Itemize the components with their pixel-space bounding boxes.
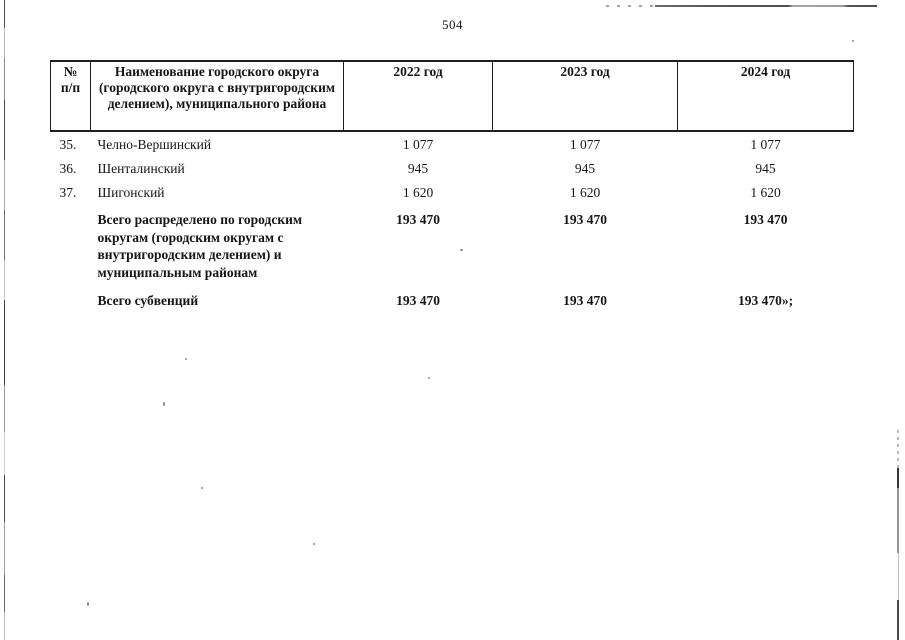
row-value-2022: 1 620 [402,185,434,200]
page-number: 504 [442,17,463,32]
row-value-2022: 193 470 [396,293,440,308]
scan-artifact-left-edge [4,0,6,640]
scan-noise-dot [313,543,315,545]
table-row-total-distributed [51,204,854,285]
scan-noise-dot [428,377,430,379]
row-value-2023: 193 470 [563,212,607,227]
row-number: 35. [59,137,77,152]
header-cell-2022: 2022 год [344,61,493,131]
table-header-row [51,61,854,131]
row-name: Всего субвенций [97,293,199,308]
row-value-2024: 1 077 [750,137,781,152]
scan-artifact-right-edge [897,430,899,468]
scan-artifact-top-right-dashes [606,5,654,7]
header-cell-2024: 2024 год [678,61,854,131]
table-row [51,180,854,204]
row-value-2024: 193 470»; [737,293,794,308]
scan-artifact-right-edge [897,600,899,640]
scan-artifact-top-right-line [655,5,877,7]
header-cell-name: Наименование городского округа (городского округа с внутригородским делением), муниципального района [91,61,344,131]
row-value-2022: 193 470 [396,212,440,227]
row-value-2024: 1 620 [750,185,781,200]
row-name: Шигонский [97,185,165,200]
scan-noise-dot [163,402,165,406]
scan-artifact-right-edge [898,553,900,600]
header-cell-num: № п/п [51,61,91,131]
scan-noise-dot [201,487,203,489]
table-row-total-subventions [51,285,854,314]
scan-noise-dot [852,40,854,42]
row-value-2022: 945 [407,161,429,176]
table-row [51,156,854,180]
row-number: 36. [59,161,77,176]
row-number: 37. [59,185,77,200]
scan-noise-dot [87,602,89,606]
table-row [51,131,854,156]
row-value-2022: 1 077 [402,137,434,152]
header-cell-2023: 2023 год [493,61,678,131]
row-value-2024: 945 [755,161,776,176]
row-value-2023: 193 470 [563,293,607,308]
scan-noise-dot [185,358,187,360]
subventions-table [50,60,854,314]
row-value-2023: 945 [574,161,596,176]
row-name: Шенталинский [97,161,185,176]
row-number [51,204,91,285]
row-number [51,285,91,314]
row-value-2024: 193 470 [743,212,788,227]
row-value-2023: 1 620 [569,185,601,200]
scan-artifact-right-edge [897,488,899,553]
row-name: Всего распределено по городским округам (городским округам с внутригородским делением) и муниципальным районам [97,212,303,280]
row-value-2023: 1 077 [569,137,601,152]
scan-artifact-right-edge [897,468,899,488]
row-name: Челно-Вершинский [97,137,212,152]
